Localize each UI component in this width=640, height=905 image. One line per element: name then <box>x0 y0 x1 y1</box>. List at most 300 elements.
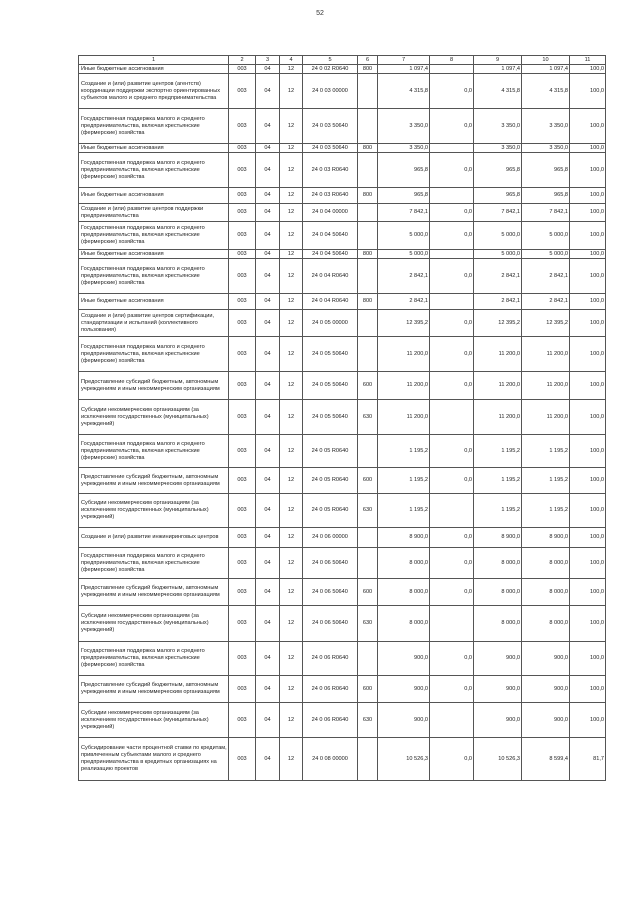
row-description: Создание и (или) развитие центров (агентств) координации поддержки экспортно ориентированных субъектов малого и среднего предпринимательства <box>79 74 229 109</box>
column-header: 4 <box>280 56 303 65</box>
row-amendment-amount <box>430 188 474 204</box>
row-expense-type: 800 <box>358 250 378 259</box>
row-expense-type: 630 <box>358 494 378 528</box>
column-header: 11 <box>570 56 606 65</box>
row-subsection-code: 12 <box>280 109 303 144</box>
row-expense-type <box>358 222 378 250</box>
row-approved-amount: 11 200,0 <box>378 337 430 372</box>
row-subsection-code: 12 <box>280 400 303 435</box>
row-expense-type <box>358 310 378 337</box>
row-execution-percent: 100,0 <box>570 468 606 494</box>
row-section-code: 04 <box>256 310 280 337</box>
row-ministry-code: 003 <box>229 528 256 548</box>
table-row <box>79 579 606 606</box>
row-target-article: 24 0 06 R0640 <box>303 676 358 703</box>
row-description: Субсидирование части процентной ставки по кредитам, привлеченным субъектами малого и среднего предпринимательства в кредитных организациях на реализацию проектов <box>79 738 229 781</box>
row-revised-amount: 8 000,0 <box>474 579 522 606</box>
row-ministry-code: 003 <box>229 65 256 74</box>
row-amendment-amount <box>430 144 474 153</box>
row-amendment-amount: 0,0 <box>430 74 474 109</box>
row-revised-amount: 965,8 <box>474 188 522 204</box>
row-ministry-code: 003 <box>229 310 256 337</box>
row-execution-percent: 100,0 <box>570 494 606 528</box>
row-approved-amount: 3 350,0 <box>378 109 430 144</box>
row-approved-amount: 11 200,0 <box>378 400 430 435</box>
row-description: Государственная поддержка малого и среднего предпринимательства, включая крестьянские (фермерские) хозяйства <box>79 548 229 579</box>
row-ministry-code: 003 <box>229 153 256 188</box>
table-row <box>79 65 606 74</box>
row-amendment-amount: 0,0 <box>430 435 474 468</box>
row-executed-amount: 1 195,2 <box>522 494 570 528</box>
row-ministry-code: 003 <box>229 468 256 494</box>
row-executed-amount: 2 842,1 <box>522 259 570 294</box>
row-expense-type <box>358 109 378 144</box>
row-execution-percent: 100,0 <box>570 400 606 435</box>
row-execution-percent: 100,0 <box>570 250 606 259</box>
row-amendment-amount: 0,0 <box>430 676 474 703</box>
row-subsection-code: 12 <box>280 294 303 310</box>
row-ministry-code: 003 <box>229 435 256 468</box>
column-header: 2 <box>229 56 256 65</box>
row-section-code: 04 <box>256 606 280 642</box>
row-revised-amount: 5 000,0 <box>474 222 522 250</box>
row-executed-amount: 965,8 <box>522 153 570 188</box>
row-approved-amount: 8 000,0 <box>378 579 430 606</box>
column-header: 1 <box>79 56 229 65</box>
row-executed-amount: 900,0 <box>522 642 570 676</box>
row-description: Предоставление субсидий бюджетным, автономным учреждениям и иным некоммерческим организациям <box>79 468 229 494</box>
row-executed-amount: 900,0 <box>522 676 570 703</box>
row-executed-amount: 11 200,0 <box>522 337 570 372</box>
row-execution-percent: 81,7 <box>570 738 606 781</box>
row-expense-type: 630 <box>358 703 378 738</box>
row-executed-amount: 3 350,0 <box>522 109 570 144</box>
row-expense-type <box>358 74 378 109</box>
row-executed-amount: 1 195,2 <box>522 468 570 494</box>
row-amendment-amount <box>430 606 474 642</box>
row-target-article: 24 0 04 R0640 <box>303 259 358 294</box>
row-execution-percent: 100,0 <box>570 259 606 294</box>
table-row <box>79 372 606 400</box>
row-subsection-code: 12 <box>280 204 303 222</box>
table-row <box>79 642 606 676</box>
row-target-article: 24 0 03 R0640 <box>303 188 358 204</box>
table-row <box>79 435 606 468</box>
row-execution-percent: 100,0 <box>570 642 606 676</box>
row-description: Государственная поддержка малого и среднего предпринимательства, включая крестьянские (фермерские) хозяйства <box>79 642 229 676</box>
row-subsection-code: 12 <box>280 144 303 153</box>
row-approved-amount: 7 842,1 <box>378 204 430 222</box>
row-revised-amount: 11 200,0 <box>474 372 522 400</box>
row-amendment-amount <box>430 250 474 259</box>
row-executed-amount: 12 395,2 <box>522 310 570 337</box>
row-expense-type: 600 <box>358 468 378 494</box>
row-revised-amount: 2 842,1 <box>474 259 522 294</box>
row-subsection-code: 12 <box>280 74 303 109</box>
row-description: Субсидии некоммерческим организациям (за исключением государственных (муниципальных) учреждений) <box>79 400 229 435</box>
row-amendment-amount: 0,0 <box>430 468 474 494</box>
row-revised-amount: 1 097,4 <box>474 65 522 74</box>
row-ministry-code: 003 <box>229 250 256 259</box>
row-section-code: 04 <box>256 204 280 222</box>
column-header: 7 <box>378 56 430 65</box>
row-subsection-code: 12 <box>280 435 303 468</box>
row-target-article: 24 0 06 50640 <box>303 548 358 579</box>
row-expense-type: 800 <box>358 188 378 204</box>
column-header: 6 <box>358 56 378 65</box>
row-section-code: 04 <box>256 494 280 528</box>
row-section-code: 04 <box>256 144 280 153</box>
row-description: Субсидии некоммерческим организациям (за исключением государственных (муниципальных) учреждений) <box>79 703 229 738</box>
row-target-article: 24 0 05 50640 <box>303 372 358 400</box>
row-approved-amount: 965,8 <box>378 153 430 188</box>
row-executed-amount: 8 000,0 <box>522 548 570 579</box>
row-execution-percent: 100,0 <box>570 74 606 109</box>
row-description: Государственная поддержка малого и среднего предпринимательства, включая крестьянские (фермерские) хозяйства <box>79 109 229 144</box>
row-section-code: 04 <box>256 250 280 259</box>
row-expense-type <box>358 153 378 188</box>
row-target-article: 24 0 05 R0640 <box>303 468 358 494</box>
row-subsection-code: 12 <box>280 188 303 204</box>
row-section-code: 04 <box>256 676 280 703</box>
row-executed-amount: 11 200,0 <box>522 400 570 435</box>
row-amendment-amount: 0,0 <box>430 337 474 372</box>
row-subsection-code: 12 <box>280 642 303 676</box>
table-body <box>79 65 606 781</box>
row-approved-amount: 11 200,0 <box>378 372 430 400</box>
row-amendment-amount <box>430 65 474 74</box>
row-target-article: 24 0 06 50640 <box>303 579 358 606</box>
budget-table <box>78 55 606 781</box>
row-revised-amount: 11 200,0 <box>474 337 522 372</box>
row-target-article: 24 0 03 50640 <box>303 109 358 144</box>
table-header-row <box>79 56 606 65</box>
row-executed-amount: 11 200,0 <box>522 372 570 400</box>
row-expense-type: 800 <box>358 65 378 74</box>
row-approved-amount: 2 842,1 <box>378 259 430 294</box>
row-description: Создание и (или) развитие центров сертификации, стандартизации и испытаний (коллективного пользования) <box>79 310 229 337</box>
table-row <box>79 259 606 294</box>
row-expense-type: 600 <box>358 676 378 703</box>
row-description: Создание и (или) развитие центров поддержки предпринимательства <box>79 204 229 222</box>
table-row <box>79 294 606 310</box>
column-header: 10 <box>522 56 570 65</box>
row-description: Иные бюджетные ассигнования <box>79 294 229 310</box>
column-header: 5 <box>303 56 358 65</box>
table-row <box>79 250 606 259</box>
row-approved-amount: 3 350,0 <box>378 144 430 153</box>
row-revised-amount: 2 842,1 <box>474 294 522 310</box>
row-target-article: 24 0 05 50640 <box>303 337 358 372</box>
row-subsection-code: 12 <box>280 65 303 74</box>
row-executed-amount: 5 000,0 <box>522 222 570 250</box>
row-target-article: 24 0 03 00000 <box>303 74 358 109</box>
row-execution-percent: 100,0 <box>570 109 606 144</box>
row-executed-amount: 4 315,8 <box>522 74 570 109</box>
row-subsection-code: 12 <box>280 579 303 606</box>
row-execution-percent: 100,0 <box>570 579 606 606</box>
row-approved-amount: 1 097,4 <box>378 65 430 74</box>
row-section-code: 04 <box>256 548 280 579</box>
row-execution-percent: 100,0 <box>570 144 606 153</box>
row-ministry-code: 003 <box>229 400 256 435</box>
row-target-article: 24 0 04 50640 <box>303 250 358 259</box>
row-description: Иные бюджетные ассигнования <box>79 250 229 259</box>
row-amendment-amount: 0,0 <box>430 372 474 400</box>
row-execution-percent: 100,0 <box>570 222 606 250</box>
table-row <box>79 676 606 703</box>
row-amendment-amount <box>430 703 474 738</box>
row-revised-amount: 1 195,2 <box>474 468 522 494</box>
table-row <box>79 528 606 548</box>
row-section-code: 04 <box>256 372 280 400</box>
table-row <box>79 310 606 337</box>
row-expense-type <box>358 435 378 468</box>
row-executed-amount: 8 599,4 <box>522 738 570 781</box>
row-revised-amount: 3 350,0 <box>474 109 522 144</box>
row-revised-amount: 5 000,0 <box>474 250 522 259</box>
row-executed-amount: 8 900,0 <box>522 528 570 548</box>
row-revised-amount: 8 000,0 <box>474 606 522 642</box>
row-target-article: 24 0 05 00000 <box>303 310 358 337</box>
row-target-article: 24 0 06 R0640 <box>303 703 358 738</box>
row-approved-amount: 12 395,2 <box>378 310 430 337</box>
row-revised-amount: 900,0 <box>474 642 522 676</box>
row-subsection-code: 12 <box>280 676 303 703</box>
row-executed-amount: 2 842,1 <box>522 294 570 310</box>
row-subsection-code: 12 <box>280 738 303 781</box>
row-execution-percent: 100,0 <box>570 65 606 74</box>
row-revised-amount: 4 315,8 <box>474 74 522 109</box>
row-section-code: 04 <box>256 222 280 250</box>
row-amendment-amount: 0,0 <box>430 579 474 606</box>
row-expense-type <box>358 548 378 579</box>
row-revised-amount: 8 900,0 <box>474 528 522 548</box>
row-approved-amount: 4 315,8 <box>378 74 430 109</box>
row-description: Субсидии некоммерческим организациям (за исключением государственных (муниципальных) учреждений) <box>79 494 229 528</box>
row-execution-percent: 100,0 <box>570 372 606 400</box>
row-ministry-code: 003 <box>229 494 256 528</box>
row-expense-type <box>358 337 378 372</box>
table-row <box>79 222 606 250</box>
row-expense-type <box>358 738 378 781</box>
table-row <box>79 109 606 144</box>
row-description: Предоставление субсидий бюджетным, автономным учреждениям и иным некоммерческим организациям <box>79 372 229 400</box>
row-ministry-code: 003 <box>229 109 256 144</box>
row-section-code: 04 <box>256 294 280 310</box>
table-row <box>79 703 606 738</box>
row-expense-type: 630 <box>358 400 378 435</box>
table-row <box>79 400 606 435</box>
row-amendment-amount: 0,0 <box>430 222 474 250</box>
column-header: 3 <box>256 56 280 65</box>
row-revised-amount: 8 000,0 <box>474 548 522 579</box>
row-execution-percent: 100,0 <box>570 337 606 372</box>
row-approved-amount: 965,8 <box>378 188 430 204</box>
row-section-code: 04 <box>256 400 280 435</box>
row-execution-percent: 100,0 <box>570 548 606 579</box>
row-ministry-code: 003 <box>229 548 256 579</box>
row-expense-type: 630 <box>358 606 378 642</box>
row-execution-percent: 100,0 <box>570 703 606 738</box>
row-subsection-code: 12 <box>280 310 303 337</box>
row-amendment-amount: 0,0 <box>430 153 474 188</box>
row-ministry-code: 003 <box>229 294 256 310</box>
row-execution-percent: 100,0 <box>570 153 606 188</box>
row-approved-amount: 5 000,0 <box>378 222 430 250</box>
row-ministry-code: 003 <box>229 676 256 703</box>
table-row <box>79 188 606 204</box>
row-target-article: 24 0 08 00000 <box>303 738 358 781</box>
row-expense-type: 600 <box>358 372 378 400</box>
row-target-article: 24 0 04 R0640 <box>303 294 358 310</box>
row-target-article: 24 0 06 R0640 <box>303 642 358 676</box>
row-revised-amount: 900,0 <box>474 676 522 703</box>
row-execution-percent: 100,0 <box>570 310 606 337</box>
row-section-code: 04 <box>256 528 280 548</box>
row-approved-amount: 2 842,1 <box>378 294 430 310</box>
row-revised-amount: 1 195,2 <box>474 435 522 468</box>
row-description: Государственная поддержка малого и среднего предпринимательства, включая крестьянские (фермерские) хозяйства <box>79 435 229 468</box>
table-row <box>79 738 606 781</box>
row-section-code: 04 <box>256 579 280 606</box>
row-subsection-code: 12 <box>280 259 303 294</box>
row-ministry-code: 003 <box>229 703 256 738</box>
row-amendment-amount: 0,0 <box>430 259 474 294</box>
row-description: Создание и (или) развитие инжиниринговых центров <box>79 528 229 548</box>
row-revised-amount: 10 526,3 <box>474 738 522 781</box>
row-target-article: 24 0 04 00000 <box>303 204 358 222</box>
row-revised-amount: 3 350,0 <box>474 144 522 153</box>
row-executed-amount: 7 842,1 <box>522 204 570 222</box>
row-execution-percent: 100,0 <box>570 528 606 548</box>
row-subsection-code: 12 <box>280 528 303 548</box>
row-section-code: 04 <box>256 153 280 188</box>
row-executed-amount: 1 195,2 <box>522 435 570 468</box>
row-description: Иные бюджетные ассигнования <box>79 144 229 153</box>
row-section-code: 04 <box>256 337 280 372</box>
row-approved-amount: 1 195,2 <box>378 435 430 468</box>
row-target-article: 24 0 05 R0640 <box>303 494 358 528</box>
row-approved-amount: 8 000,0 <box>378 548 430 579</box>
row-amendment-amount <box>430 294 474 310</box>
row-subsection-code: 12 <box>280 468 303 494</box>
row-approved-amount: 1 195,2 <box>378 494 430 528</box>
row-description: Предоставление субсидий бюджетным, автономным учреждениям и иным некоммерческим организациям <box>79 676 229 703</box>
row-section-code: 04 <box>256 738 280 781</box>
row-revised-amount: 7 842,1 <box>474 204 522 222</box>
row-executed-amount: 3 350,0 <box>522 144 570 153</box>
row-subsection-code: 12 <box>280 606 303 642</box>
row-approved-amount: 1 195,2 <box>378 468 430 494</box>
row-subsection-code: 12 <box>280 548 303 579</box>
row-description: Иные бюджетные ассигнования <box>79 65 229 74</box>
row-ministry-code: 003 <box>229 372 256 400</box>
row-executed-amount: 900,0 <box>522 703 570 738</box>
row-section-code: 04 <box>256 74 280 109</box>
row-amendment-amount <box>430 400 474 435</box>
row-expense-type: 800 <box>358 144 378 153</box>
row-approved-amount: 10 526,3 <box>378 738 430 781</box>
row-approved-amount: 900,0 <box>378 676 430 703</box>
table-row <box>79 153 606 188</box>
row-executed-amount: 5 000,0 <box>522 250 570 259</box>
row-subsection-code: 12 <box>280 250 303 259</box>
row-subsection-code: 12 <box>280 703 303 738</box>
row-expense-type <box>358 204 378 222</box>
row-amendment-amount: 0,0 <box>430 642 474 676</box>
row-target-article: 24 0 05 50640 <box>303 400 358 435</box>
row-section-code: 04 <box>256 65 280 74</box>
row-execution-percent: 100,0 <box>570 676 606 703</box>
row-ministry-code: 003 <box>229 606 256 642</box>
row-description: Предоставление субсидий бюджетным, автономным учреждениям и иным некоммерческим организациям <box>79 579 229 606</box>
table-row <box>79 548 606 579</box>
row-approved-amount: 8 000,0 <box>378 606 430 642</box>
row-revised-amount: 11 200,0 <box>474 400 522 435</box>
row-ministry-code: 003 <box>229 144 256 153</box>
row-section-code: 04 <box>256 435 280 468</box>
row-execution-percent: 100,0 <box>570 606 606 642</box>
table-row <box>79 494 606 528</box>
row-ministry-code: 003 <box>229 337 256 372</box>
row-approved-amount: 8 900,0 <box>378 528 430 548</box>
table-row <box>79 468 606 494</box>
row-subsection-code: 12 <box>280 494 303 528</box>
row-amendment-amount: 0,0 <box>430 528 474 548</box>
row-revised-amount: 965,8 <box>474 153 522 188</box>
row-target-article: 24 0 06 00000 <box>303 528 358 548</box>
column-header: 8 <box>430 56 474 65</box>
row-target-article: 24 0 04 50640 <box>303 222 358 250</box>
row-revised-amount: 12 395,2 <box>474 310 522 337</box>
row-expense-type <box>358 528 378 548</box>
row-amendment-amount: 0,0 <box>430 738 474 781</box>
row-revised-amount: 1 195,2 <box>474 494 522 528</box>
row-executed-amount: 8 000,0 <box>522 579 570 606</box>
row-description: Иные бюджетные ассигнования <box>79 188 229 204</box>
row-executed-amount: 1 097,4 <box>522 65 570 74</box>
table-row <box>79 204 606 222</box>
row-subsection-code: 12 <box>280 372 303 400</box>
row-amendment-amount <box>430 494 474 528</box>
row-subsection-code: 12 <box>280 337 303 372</box>
row-description: Государственная поддержка малого и среднего предпринимательства, включая крестьянские (фермерские) хозяйства <box>79 153 229 188</box>
row-section-code: 04 <box>256 259 280 294</box>
row-section-code: 04 <box>256 642 280 676</box>
row-section-code: 04 <box>256 188 280 204</box>
row-executed-amount: 8 000,0 <box>522 606 570 642</box>
row-description: Субсидии некоммерческим организациям (за исключением государственных (муниципальных) учреждений) <box>79 606 229 642</box>
row-approved-amount: 900,0 <box>378 642 430 676</box>
row-section-code: 04 <box>256 703 280 738</box>
row-executed-amount: 965,8 <box>522 188 570 204</box>
row-target-article: 24 0 02 R0640 <box>303 65 358 74</box>
row-amendment-amount: 0,0 <box>430 310 474 337</box>
row-expense-type <box>358 259 378 294</box>
row-description: Государственная поддержка малого и среднего предпринимательства, включая крестьянские (фермерские) хозяйства <box>79 337 229 372</box>
row-ministry-code: 003 <box>229 74 256 109</box>
row-ministry-code: 003 <box>229 642 256 676</box>
row-ministry-code: 003 <box>229 222 256 250</box>
row-target-article: 24 0 03 50640 <box>303 144 358 153</box>
row-amendment-amount: 0,0 <box>430 548 474 579</box>
row-subsection-code: 12 <box>280 222 303 250</box>
row-description: Государственная поддержка малого и среднего предпринимательства, включая крестьянские (фермерские) хозяйства <box>79 259 229 294</box>
row-target-article: 24 0 03 R0640 <box>303 153 358 188</box>
row-ministry-code: 003 <box>229 204 256 222</box>
row-execution-percent: 100,0 <box>570 204 606 222</box>
